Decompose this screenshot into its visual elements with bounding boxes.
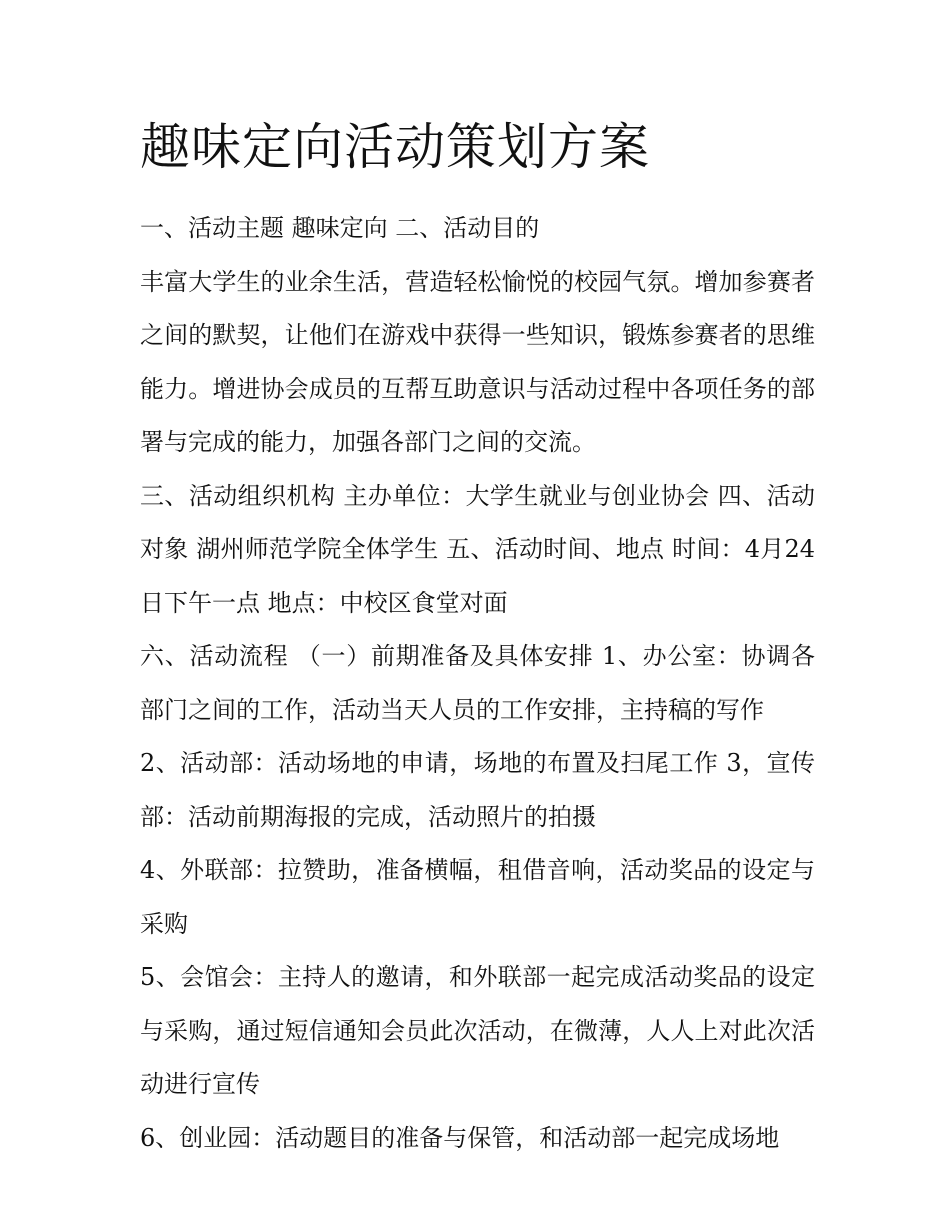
paragraph-liaison-dept: 4、外联部：拉赞助，准备横幅，租借音响，活动奖品的设定与采购 <box>140 856 815 938</box>
paragraph-process-office: 六、活动流程 （一）前期准备及具体安排 1、办公室：协调各部门之间的工作，活动当天人员的工作安排，主持稿的写作 <box>140 642 815 724</box>
paragraph-activity-dept: 2、活动部：活动场地的申请，场地的布置及扫尾工作 3，宣传部：活动前期海报的完成，活动照片的拍摄 <box>140 749 815 831</box>
document-body <box>140 202 815 1165</box>
document-page <box>140 112 815 1165</box>
paragraph-organization: 三、活动组织机构 主办单位：大学生就业与创业协会 四、活动对象 湖州师范学院全体学生 五、活动时间、地点 时间：4月24日下午一点 地点：中校区食堂对面 <box>140 481 815 617</box>
document-title: 趣味定向活动策划方案 <box>140 118 650 176</box>
paragraph-member-dept: 5、会馆会：主持人的邀请，和外联部一起完成活动奖品的设定与采购，通过短信通知会员此次活动，在微薄，人人上对此次活动进行宣传 <box>140 963 815 1098</box>
paragraph-startup-park: 6、创业园：活动题目的准备与保管，和活动部一起完成场地 <box>140 1123 780 1152</box>
paragraph-goal-detail: 丰富大学生的业余生活，营造轻松愉悦的校园气氛。增加参赛者之间的默契，让他们在游戏中获得一些知识，锻炼参赛者的思维能力。增进协会成员的互帮互助意识与活动过程中各项任务的部署与完成的能力，加强各部门之间的交流。 <box>140 267 815 456</box>
paragraph-theme-goal: 一、活动主题 趣味定向 二、活动目的 <box>140 214 540 242</box>
